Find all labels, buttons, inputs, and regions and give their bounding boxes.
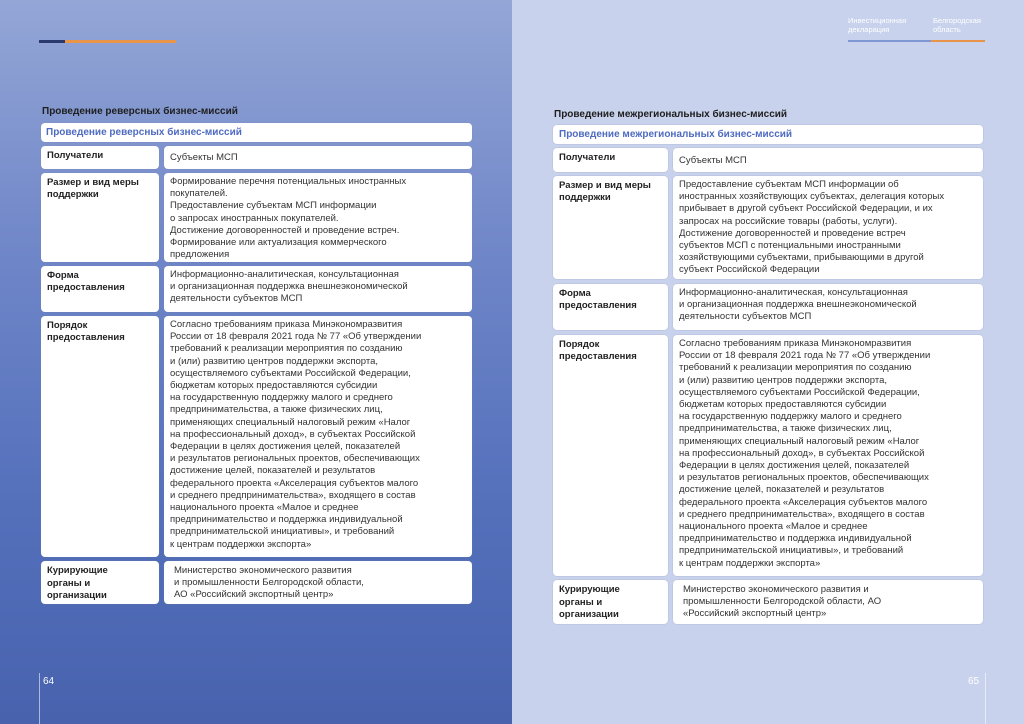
supervising-value: Министерство экономического развития и промышленности Белгородской области, АО «Российский экспортный центр» <box>164 561 472 604</box>
support-size-label: Размер и вид меры поддержки <box>553 176 668 279</box>
recipients-label: Получатели <box>41 146 159 169</box>
recipients-value: Субъекты МСП <box>673 148 983 172</box>
page-number: 64 <box>43 676 55 687</box>
support-size-value: Предоставление субъектам МСП информации об иностранных хозяйствующих субъектах, делегация которых прибывает в другой субъект Российской Федерации, и их запросах на российские товары (работы, услуги). Достижение договоренностей и проведение встреч субъектов МСП с потенциальными иностранными хозяйствующими субъектами, прибывающими в другой субъект Российской Федерации <box>673 176 983 279</box>
header-underline-orange <box>931 40 985 42</box>
header-investment-declaration: Инвестиционная декларация <box>848 16 907 34</box>
header-region: Белгородская область <box>933 16 981 34</box>
recipients-label: Получатели <box>553 148 668 172</box>
decor-bar-orange <box>65 40 176 43</box>
table-title: Проведение межрегиональных бизнес-миссий <box>553 125 983 144</box>
supervising-label: Курирующие органы и организации <box>553 580 668 624</box>
support-size-label: Размер и вид меры поддержки <box>41 173 159 262</box>
decor-bar-dark <box>39 40 65 43</box>
supervising-label: Курирующие органы и организации <box>41 561 159 604</box>
section-title: Проведение межрегиональных бизнес-миссий <box>554 109 788 120</box>
table-title: Проведение реверсных бизнес-миссий <box>41 123 472 142</box>
form-value: Информационно-аналитическая, консультационная и организационная поддержка внешнеэкономической деятельности субъектов МСП <box>673 284 983 330</box>
procedure-value: Согласно требованиям приказа Минэкономразвития России от 18 февраля 2021 года № 77 «Об утверждении требований к реализации мероприятия по созданию и (или) развитию центров поддержки экспорта, осуществляемого субъектами Российской Федерации, бюджетам которых предоставляются субсидии на государственную поддержку малого и среднего предпринимательства, а также физических лиц, применяющих специальный налоговый режим «Налог на профессиональный доход», в субъектах Российской Федерации в целях достижения целей, показателей и результатов региональных проектов, обеспечивающих достижение целей, показателей и результатов федерального проекта «Акселерация субъектов малого и среднего предпринимательства», входящего в состав национального проекта «Малое и среднее предпринимательство и поддержка индивидуальной предпринимательской инициативы», и требований к центрам поддержки экспорта» <box>673 335 983 576</box>
form-label: Форма предоставления <box>553 284 668 330</box>
procedure-value: Согласно требованиям приказа Минэкономразвития России от 18 февраля 2021 года № 77 «Об утверждении требований к реализации мероприятия по созданию и (или) развитию центров поддержки экспорта, осуществляемого субъектами Российской Федерации, бюджетам которых предоставляются субсидии на государственную поддержку малого и среднего предпринимательства, а также физических лиц, применяющих специальный налоговый режим «Налог на профессиональный доход», в субъектах Российской Федерации в целях достижения целей, показателей и результатов региональных проектов, обеспечивающих достижение целей, показателей и результатов федерального проекта «Акселерация субъектов малого и среднего предпринимательства», входящего в состав национального проекта «Малое и среднее предпринимательство и поддержка индивидуальной предпринимательской инициативы», и требований к центрам поддержки экспорта» <box>164 316 472 557</box>
procedure-label: Порядок предоставления <box>41 316 159 557</box>
procedure-label: Порядок предоставления <box>553 335 668 576</box>
right-page <box>512 0 1024 724</box>
supervising-value: Министерство экономического развития и промышленности Белгородской области, АО «Российский экспортный центр» <box>673 580 983 624</box>
page-divider-line <box>985 673 986 724</box>
header-underline-blue <box>848 40 931 42</box>
recipients-value: Субъекты МСП <box>164 146 472 169</box>
page-divider-line <box>39 673 40 724</box>
page-number: 65 <box>968 676 980 687</box>
section-title: Проведение реверсных бизнес-миссий <box>42 106 238 117</box>
form-label: Форма предоставления <box>41 266 159 312</box>
support-size-value: Формирование перечня потенциальных иностранных покупателей. Предоставление субъектам МСП информации о запросах иностранных покупателей. Достижение договоренностей и проведение встреч. Формирование или актуализация коммерческого предложения <box>164 173 472 262</box>
form-value: Информационно-аналитическая, консультационная и организационная поддержка внешнеэкономической деятельности субъектов МСП <box>164 266 472 312</box>
